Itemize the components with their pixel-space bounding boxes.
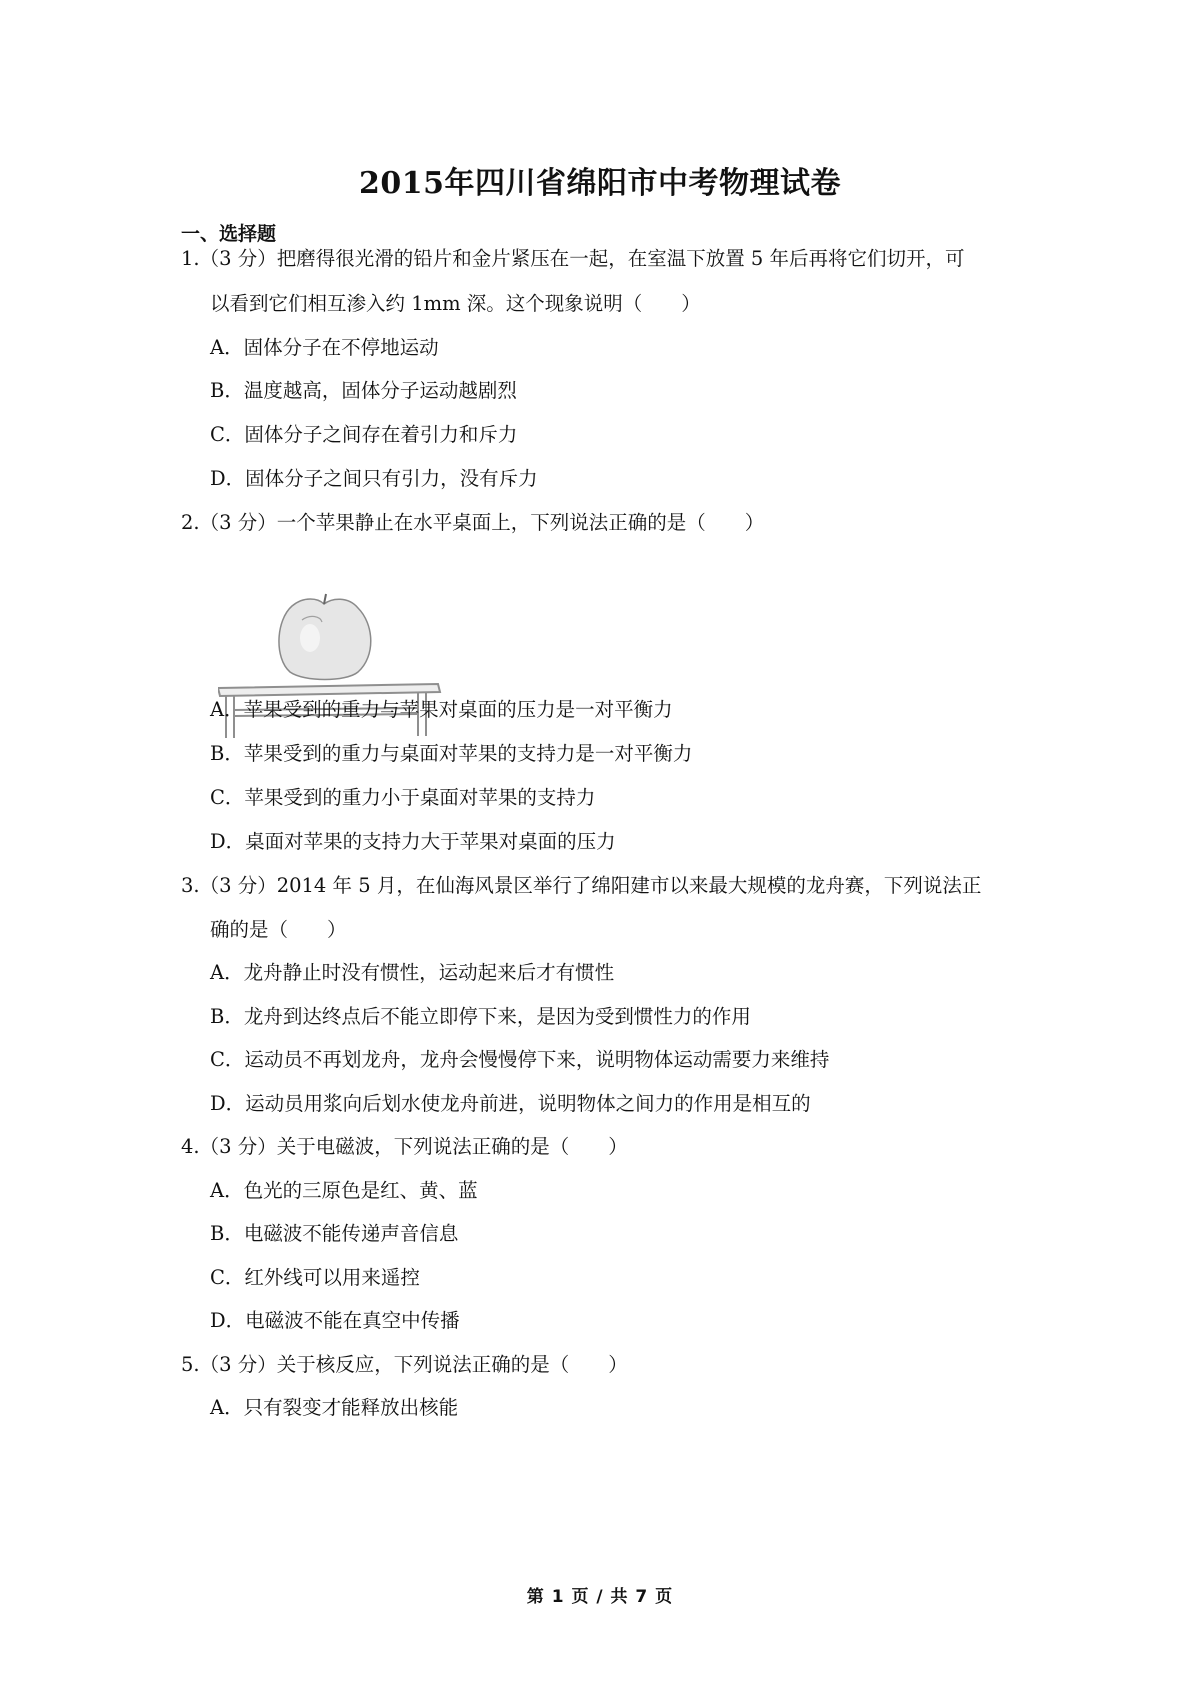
question-5-option-a: A．只有裂变才能释放出核能 (210, 1396, 459, 1419)
question-1-option-d: D．固体分子之间只有引力，没有斥力 (210, 467, 538, 490)
question-1-option-b: B．温度越高，固体分子运动越剧烈 (210, 379, 517, 402)
question-3-option-b: B．龙舟到达终点后不能立即停下来，是因为受到惯性力的作用 (210, 1005, 751, 1028)
question-2-option-b: B．苹果受到的重力与桌面对苹果的支持力是一对平衡力 (210, 742, 693, 765)
question-3-option-c: C．运动员不再划龙舟，龙舟会慢慢停下来，说明物体运动需要力来维持 (210, 1048, 830, 1071)
question-2-option-c: C．苹果受到的重力小于桌面对苹果的支持力 (210, 786, 596, 809)
question-1-stem-cont: 以看到它们相互渗入约 1mm 深。这个现象说明（ ） (210, 292, 701, 315)
section-heading: 一、选择题 (181, 223, 277, 245)
question-5-stem: 5.（3 分）关于核反应，下列说法正确的是（ ） (181, 1353, 628, 1376)
question-3-option-a: A．龙舟静止时没有惯性，运动起来后才有惯性 (210, 961, 615, 984)
question-4-option-c: C．红外线可以用来遥控 (210, 1266, 420, 1289)
question-3-stem: 3.（3 分）2014 年 5 月，在仙海风景区举行了绵阳建市以来最大规模的龙舟赛，下列说法正 (181, 874, 982, 897)
question-2-option-a: A．苹果受到的重力与苹果对桌面的压力是一对平衡力 (210, 698, 673, 721)
question-4-option-d: D．电磁波不能在真空中传播 (210, 1309, 460, 1332)
question-4-option-b: B．电磁波不能传递声音信息 (210, 1222, 459, 1245)
question-2-option-d: D．桌面对苹果的支持力大于苹果对桌面的压力 (210, 830, 616, 853)
page-footer: 第 1 页 / 共 7 页 (526, 1587, 674, 1607)
question-4-option-a: A．色光的三原色是红、黄、蓝 (210, 1179, 478, 1202)
question-3-stem-cont: 确的是（ ） (210, 918, 347, 941)
question-3-option-d: D．运动员用浆向后划水使龙舟前进，说明物体之间力的作用是相互的 (210, 1092, 811, 1115)
question-1-option-c: C．固体分子之间存在着引力和斥力 (210, 423, 518, 446)
question-2-stem: 2.（3 分）一个苹果静止在水平桌面上，下列说法正确的是（ ） (181, 511, 765, 534)
page-title: 2015年四川省绵阳市中考物理试卷 (359, 166, 841, 201)
apple-drawing (279, 594, 371, 680)
question-1-option-a: A．固体分子在不停地运动 (210, 336, 439, 359)
question-1-stem: 1.（3 分）把磨得很光滑的铅片和金片紧压在一起，在室温下放置 5 年后再将它们切开，可 (181, 247, 965, 270)
question-4-stem: 4.（3 分）关于电磁波，下列说法正确的是（ ） (181, 1135, 628, 1158)
